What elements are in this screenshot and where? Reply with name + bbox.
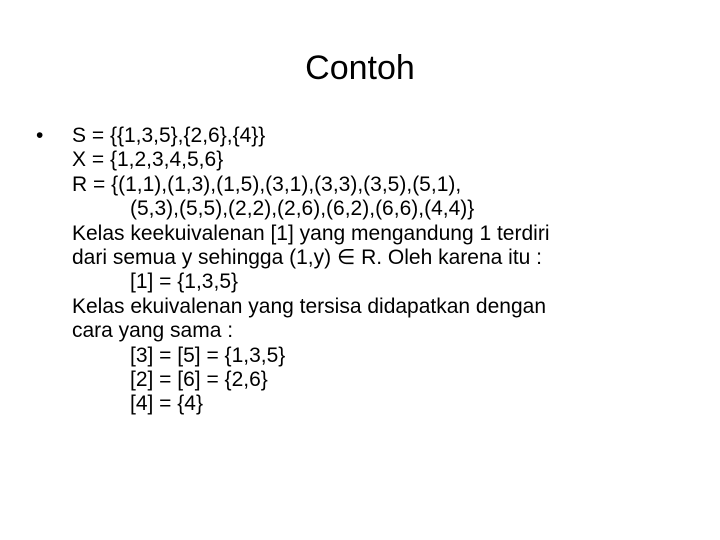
slide-title: Contoh <box>305 49 415 87</box>
bullet-line-s <box>36 124 696 148</box>
set-x-text: X = {1,2,3,4,5,6} <box>72 148 224 172</box>
remaining-classes-text: Kelas ekuivalenan yang tersisa didapatkan dengan <box>72 294 547 318</box>
class-1-result-text: [1] = {1,3,5} <box>130 270 239 294</box>
class-1-description-text: Kelas keekuivalenan [1] yang mengandung 1 terdiri <box>72 221 550 245</box>
class-3-5-result-text: [3] = [5] = {1,3,5} <box>130 343 286 367</box>
remaining-classes-continued-text: cara yang sama : <box>72 319 234 343</box>
class-1-description-continued-text: dari semua y sehingga (1,y) ∈ R. Oleh karena itu : <box>72 245 543 269</box>
class-2-6-result-text: [2] = [6] = {2,6} <box>130 367 268 391</box>
relation-r-continued-text: (5,3),(5,5),(2,2),(2,6),(6,2),(6,6),(4,4)} <box>130 197 475 221</box>
bullet-icon: • <box>36 124 44 147</box>
set-s-text: S = {{1,3,5},{2,6},{4}} <box>72 124 266 147</box>
relation-r-text: R = {(1,1),(1,3),(1,5),(3,1),(3,3),(3,5),(5,1), <box>72 172 462 196</box>
slide-content <box>36 124 696 417</box>
class-4-result-text: [4] = {4} <box>130 392 203 416</box>
